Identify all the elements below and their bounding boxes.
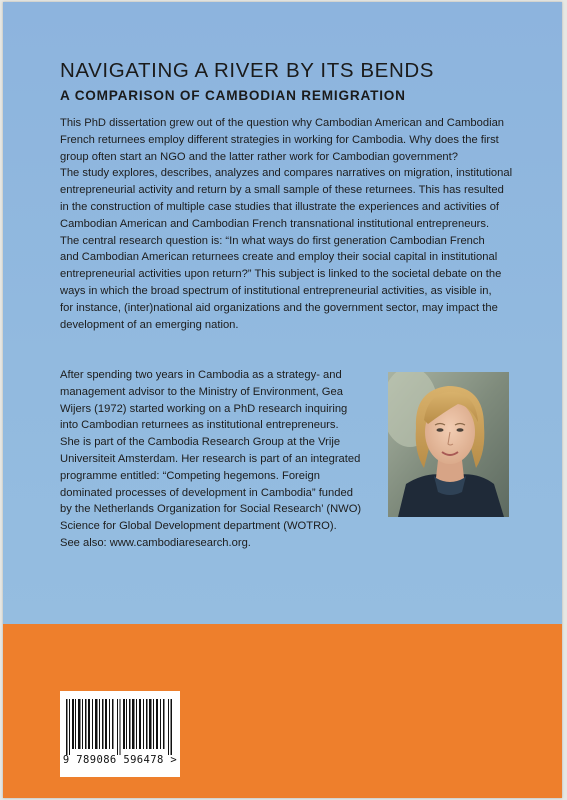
bio-line: Universiteit Amsterdam. Her research is part of an integrated <box>60 452 361 465</box>
author-bio <box>60 367 378 552</box>
abstract-line: entrepreneurial activity and return by a small sample of these returnees. This has resulted <box>60 184 504 197</box>
author-photo <box>388 372 509 517</box>
bio-line: into Cambodian returnees as institutional entrepreneurs. <box>60 419 339 432</box>
abstract-line: This PhD dissertation grew out of the question why Cambodian American and Cambodian <box>60 117 505 129</box>
isbn-number: 9 789086 596478 > <box>62 754 178 766</box>
bio-line: Science for Global Development department (WOTRO). <box>60 520 337 533</box>
bio-line: by the Netherlands Organization for Social Research’ (NWO) <box>60 503 362 516</box>
abstract-line: The study explores, describes, analyzes and compares narratives on migration, institutional <box>60 167 513 180</box>
book-subtitle: A COMPARISON OF CAMBODIAN REMIGRATION <box>60 88 406 103</box>
abstract-line: development of an emerging nation. <box>60 318 239 331</box>
bio-line: She is part of the Cambodia Research Group at the Vrije <box>60 436 341 449</box>
orange-panel <box>3 624 562 798</box>
book-title: NAVIGATING A RIVER BY ITS BENDS <box>60 59 435 82</box>
author-portrait-image <box>388 372 509 517</box>
abstract-line: for instance, (inter)national aid organizations and the government sector, may impact the <box>60 301 498 314</box>
abstract-line: French returnees employ different strategies in working for Cambodia. Why does the first <box>60 133 499 146</box>
barcode-icon <box>64 699 176 755</box>
bio-line: dominated processes of development in Cambodia” funded <box>60 486 353 499</box>
bio-line: programme entitled: “Competing hegemons. Foreign <box>60 469 320 482</box>
blue-panel <box>3 2 562 624</box>
abstract-line: in the construction of multiple case studies that illustrate the experiences and activities of <box>60 200 500 213</box>
abstract-line: group often start an NGO and the latter rather work for Cambodian government? <box>60 150 458 163</box>
abstract-line: entrepreneurial activities upon return?” This subject is linked to the societal debate on the <box>60 268 502 281</box>
abstract-line: ways in which the broad spectrum of institutional entrepreneurial activities, as visible in, <box>60 284 492 297</box>
bio-line: Wijers (1972) started working on a PhD research inquiring <box>60 402 348 415</box>
abstract-line: Cambodian American and Cambodian French transnational institutional entrepreneurs. <box>60 217 490 230</box>
abstract-line: and Cambodian American returnees create and employ their social capital in institutional <box>60 251 498 264</box>
bio-line: management advisor to the Ministry of Environment, Gea <box>60 385 343 398</box>
abstract-line: The central research question is: “In what ways do first generation Cambodian French <box>60 234 485 247</box>
bio-line: After spending two years in Cambodia as a strategy- and <box>60 369 342 381</box>
abstract-text <box>60 115 522 333</box>
bio-line: See also: www.cambodiaresearch.org. <box>60 536 251 549</box>
barcode-area <box>60 691 180 777</box>
book-back-cover <box>3 2 562 798</box>
